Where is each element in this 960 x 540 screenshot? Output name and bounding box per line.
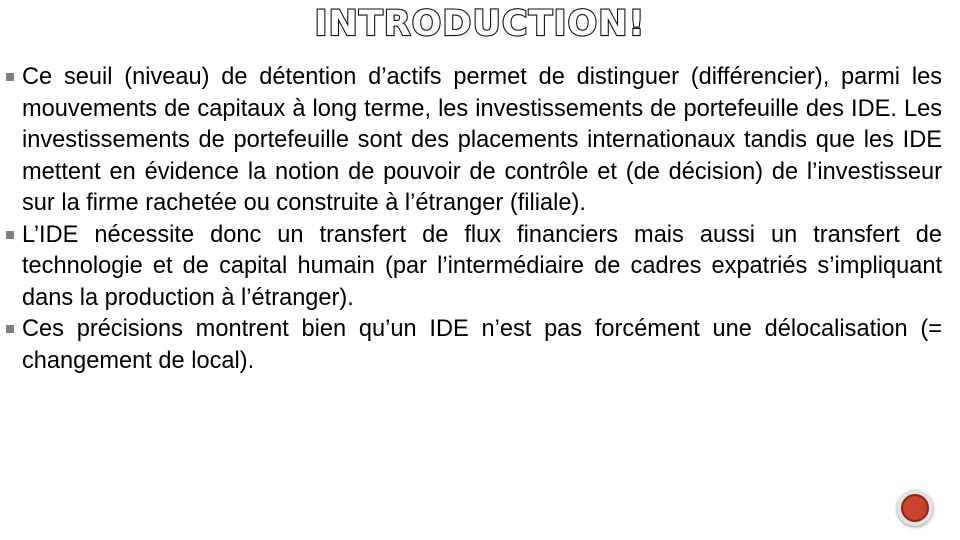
badge-inner-circle: [901, 494, 929, 522]
bullet-text: Ces précisions montrent bien qu’un IDE n’est pas forcément une délocalisation (= changement de local).: [22, 316, 942, 374]
round-badge-icon: [897, 490, 933, 526]
slide-title: INTRODUCTION!: [314, 4, 646, 44]
square-bullet-icon: [6, 325, 14, 333]
bullet-item: [6, 62, 942, 220]
bullet-list: [6, 62, 942, 377]
square-bullet-icon: [6, 231, 14, 239]
square-bullet-icon: [6, 73, 14, 81]
bullet-text: Ce seuil (niveau) de détention d’actifs permet de distinguer (différencier), parmi les mouvements de capitaux à long terme, les investissements de portefeuille des IDE. Les investissements de portefeuille sont des placements internationaux tandis que les IDE mettent en évidence la notion de pouvoir de contrôle et (de décision) de l’investisseur sur la firme rachetée ou construite à l’étranger (filiale).: [22, 64, 942, 216]
bullet-text: L’IDE nécessite donc un transfert de flux financiers mais aussi un transfert de technologie et de capital humain (par l’intermédiaire de cadres expatriés s’impliquant dans la production à l’étranger).: [22, 221, 942, 311]
bullet-item: [6, 314, 942, 377]
bullet-item: [6, 220, 942, 315]
